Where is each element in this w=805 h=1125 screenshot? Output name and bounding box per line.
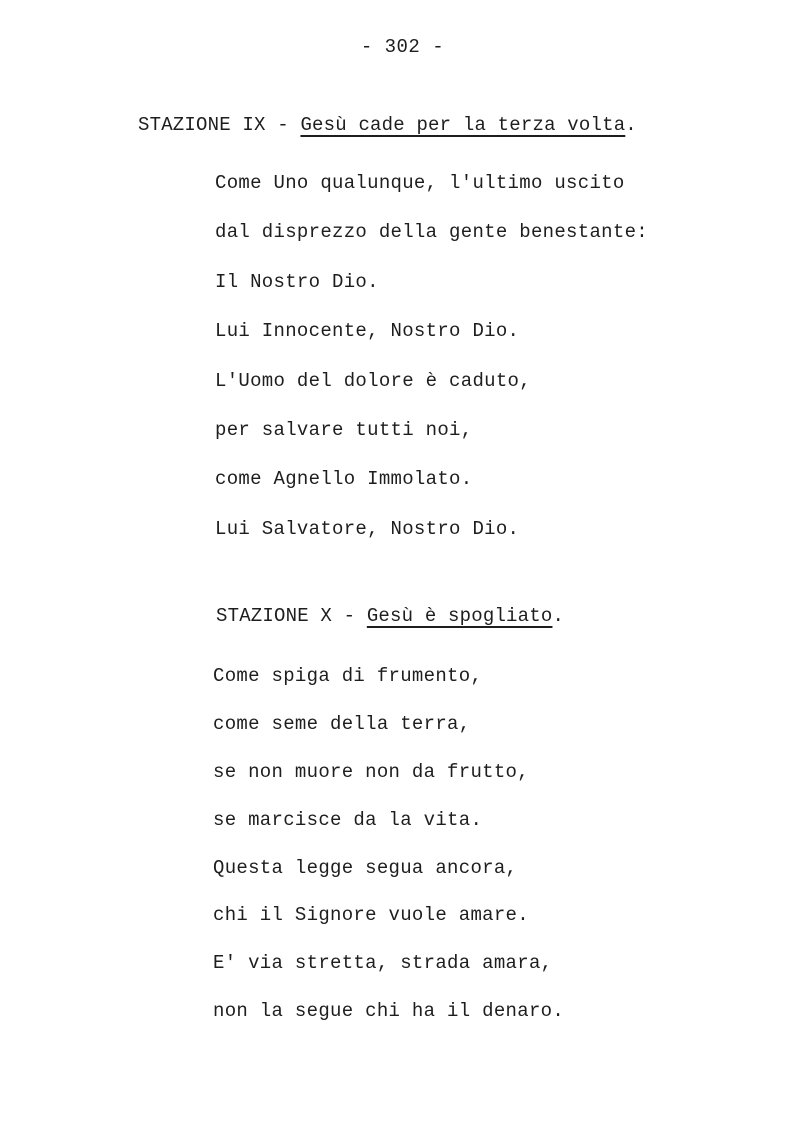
verse-line: Lui Salvatore, Nostro Dio. — [215, 517, 520, 540]
verse-line: non la segue chi ha il denaro. — [213, 1000, 565, 1023]
verse-line: chi il Signore vuole amare. — [213, 904, 529, 927]
verse-line: Il Nostro Dio. — [215, 270, 379, 293]
section-label: STAZIONE IX - — [138, 114, 301, 136]
verse-stazione-ix — [215, 172, 648, 567]
verse-line: Questa legge segua ancora, — [213, 856, 518, 879]
verse-stazione-x — [213, 665, 564, 1048]
section-title: Gesù è spogliato — [366, 605, 553, 627]
verse-line: L'Uomo del dolore è caduto, — [215, 369, 531, 392]
section-title-end: . — [625, 114, 637, 136]
verse-line: dal disprezzo della gente benestante: — [215, 221, 648, 244]
section-heading-stazione-x — [216, 605, 564, 627]
verse-line: come Agnello Immolato. — [215, 468, 473, 491]
section-title: Gesù cade per la terza volta — [300, 114, 626, 136]
verse-line: Come Uno qualunque, l'ultimo uscito — [215, 172, 625, 194]
section-heading-stazione-ix — [138, 114, 637, 136]
verse-line: E' via stretta, strada amara, — [213, 952, 553, 975]
verse-line: se marcisce da la vita. — [213, 808, 483, 831]
verse-line: Come spiga di frumento, — [213, 665, 483, 687]
section-label: STAZIONE X - — [216, 605, 367, 627]
verse-line: se non muore non da frutto, — [213, 760, 529, 783]
section-title-end: . — [552, 605, 565, 627]
verse-line: come seme della terra, — [213, 712, 471, 735]
verse-line: Lui Innocente, Nostro Dio. — [215, 320, 520, 343]
page-number: - 302 - — [360, 36, 445, 58]
verse-line: per salvare tutti noi, — [215, 418, 473, 441]
